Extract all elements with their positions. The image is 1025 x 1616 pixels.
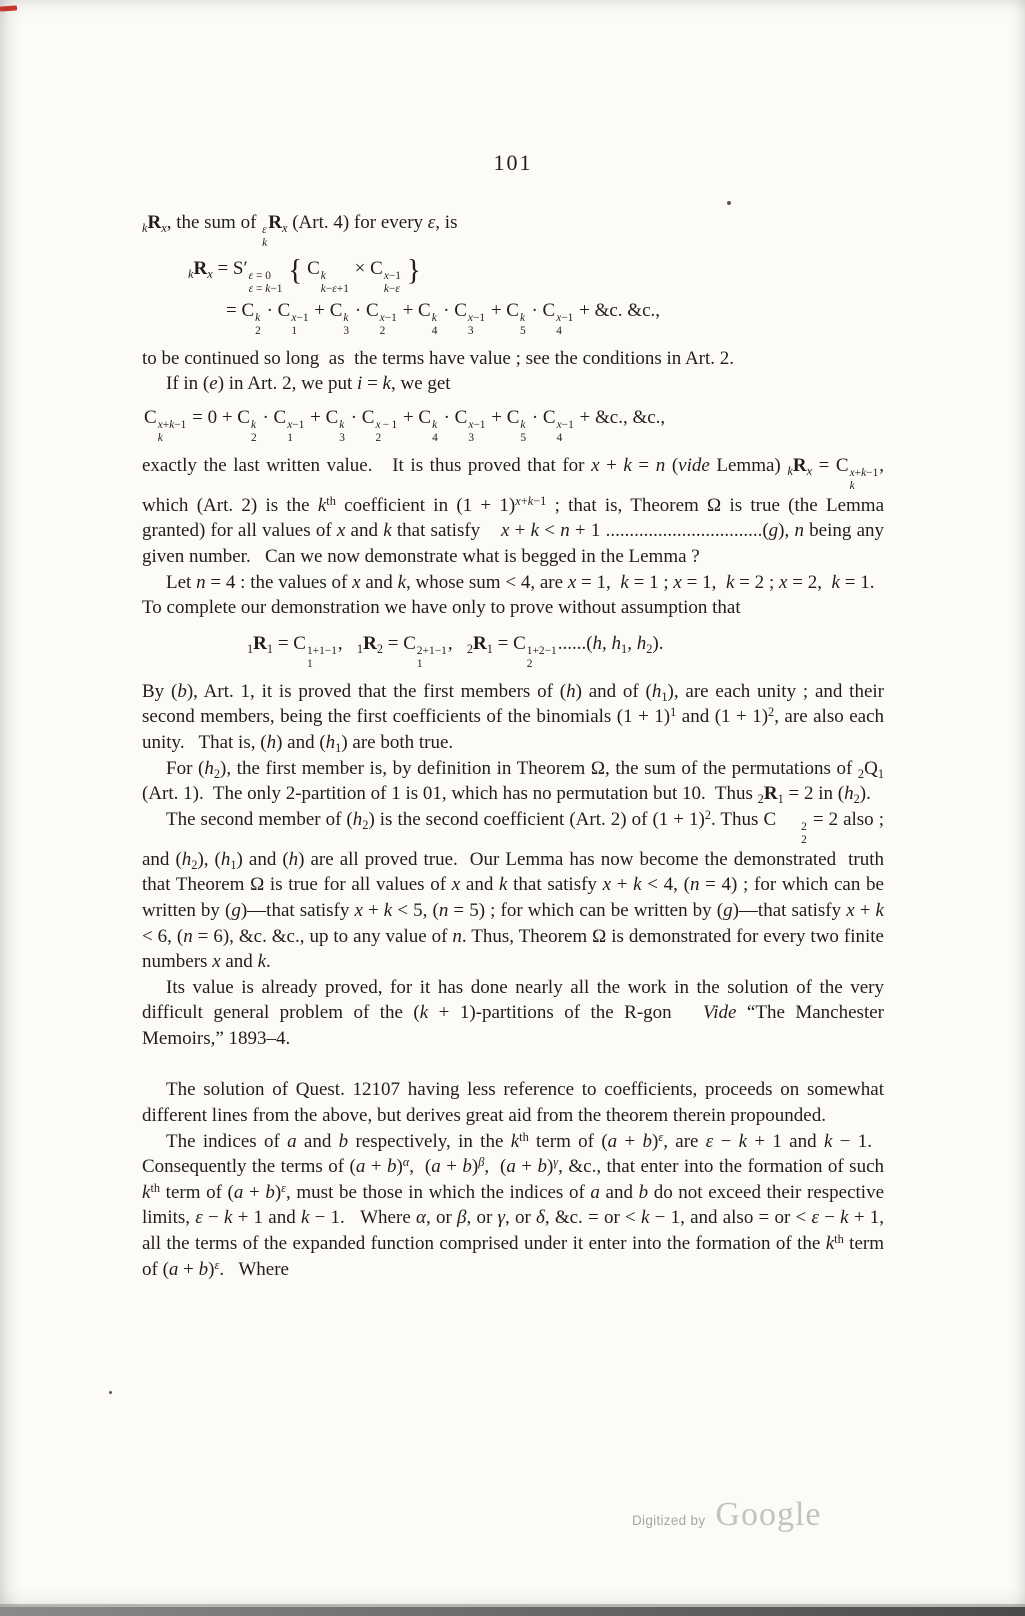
- paragraph-let-n-equals-4: Let n = 4 : the values of x and k, whose sum < 4, are x = 1, k = 1 ; x = 1, k = 2 ; x = 2, k = 1. To complete our demonstration we have only to prove without assumption that: [142, 571, 885, 619]
- page-number: 101: [493, 150, 533, 175]
- red-pen-mark: [0, 5, 17, 11]
- paragraph-by-b-art-1: By (b), Art. 1, it is proved that the first members of (h) and of $(h_1)$, are each unity ; and their second members, being the first coefficients of the binomials $(1 + 1)^1$ and $(1 + 1)^2$, are also each unity. That is, (h) and $(h_1)$ are both true.: [142, 680, 884, 755]
- paragraph-intro: $_kR_x$, the sum of ε k $R_x$ (Art. 4) for every ε, is: [142, 211, 458, 249]
- equation-sum-expansion: = C k 2 · C x−1 1 + C k 3 · C x−1 2 + C k 4 · C x−1 3 + C k 5 · C x−1 4 + &c. &c.,: [226, 299, 661, 337]
- scan-bottom-edge: [0, 1607, 1025, 1616]
- google-watermark: Google: [715, 1496, 822, 1533]
- equation-sum-definition: $_kR_x = S'$ ε = 0 ε = k−1 { C k k−ε+1 × C x−1 k−ε }: [188, 253, 421, 295]
- paragraph-continued: to be continued so long as the terms have value ; see the conditions in Art. 2.: [142, 347, 735, 369]
- paragraph-second-member: The second member of $(h_2)$ is the second coefficient (Art. 2) of $(1 + 1)^2$. Thus C 2 2 = 2 also ; and $(h_2)$, $(h_1)$ and (h) are all proved true. Our Lemma has now become the demonstrated truth that Theorem Ω is true for all values of x and k that satisfy x + k < 4, (n = 4) ; for which can be written by (g)—that satisfy x + k < 5, (n = 5) ; for which can be written by (g)—that satisfy x + k < 6, (n = 6), &c. &c., up to any value of n. Thus, Theorem Ω is demonstrated for every two finite numbers x and k.: [142, 807, 885, 973]
- paragraph-its-value: Its value is already proved, for it has done nearly all the work in the solution of the very difficult general problem of the (k + 1)-partitions of the R-gon Vide “The Manchester Memoirs,” 1893–4.: [142, 976, 884, 1049]
- page-content: [142, 150, 884, 1282]
- digitized-footer: [632, 1496, 821, 1534]
- paragraph-for-h2: For $(h_2)$, the first member is, by definition in Theorem Ω, the sum of the permutations of $_2Q_1$ (Art. 1). The only 2-partition of 1 is 01, which has no permutation but 10. Thus $_2R_1 = 2$ in $(h_2)$.: [142, 757, 884, 807]
- equation-h-cases: $_1R_1 = C$ 1+1−1 1 , $_1R_2 = C$ 2+1−1 1 , $_2R_1 = C$ 1+2−1 2 ......(h, $h_1$, $h_2$).: [247, 632, 664, 670]
- equation-coefficient-identity: C x+k−1 k = 0 + C k 2 · C x−1 1 + C k 3 · C x − 1 2 + C k 4 · C x−1 3 + C k 5 · C x−1 4 + &c., &c.,: [144, 406, 666, 445]
- paragraph-if-in-e: If in (e) in Art. 2, we put i = k, we get: [166, 373, 451, 395]
- scan-speck: [109, 1391, 112, 1394]
- paragraph-exactly-proved: exactly the last written value. It is thus proved that for x + k = n (vide Lemma) $_kR_x = C$ x+k−1 k , which (Art. 2) is the $k^{th}$ coefficient in $(1 + 1)^{x+k-1}$ ; that is, Theorem Ω is true (the Lemma granted) for all values of x and k that satisfy x + k < n + 1 .................................(g), n being any given number. Can we now demonstrate what is begged in the Lemma ?: [142, 454, 885, 567]
- paragraph-solution-quest-12107: The solution of Quest. 12107 having less reference to coefficients, proceeds on somewhat different lines from the above, but derives great aid from the theorem therein propounded.: [142, 1079, 884, 1127]
- paragraph-indices: The indices of a and b respectively, in the $k^{th}$ term of $(a + b)^\varepsilon$, are ε − k + 1 and k − 1. Consequently the terms of $(a + b)^\alpha$, $(a + b)^\beta$, $(a + b)^\gamma$, &c., that enter into the formation of such $k^{th}$ term of $(a + b)^\varepsilon$, must be those in which the indices of a and b do not exceed their respective limits, ε − k + 1 and k − 1. Where α, or β, or γ, or δ, &c. = or < k − 1, and also = or < ε − k + 1, all the terms of the expanded function comprised under it enter into the formation of the $k^{th}$ term of $(a + b)^\varepsilon$. Where: [142, 1129, 885, 1280]
- digitized-by-text: Digitized by: [632, 1513, 706, 1528]
